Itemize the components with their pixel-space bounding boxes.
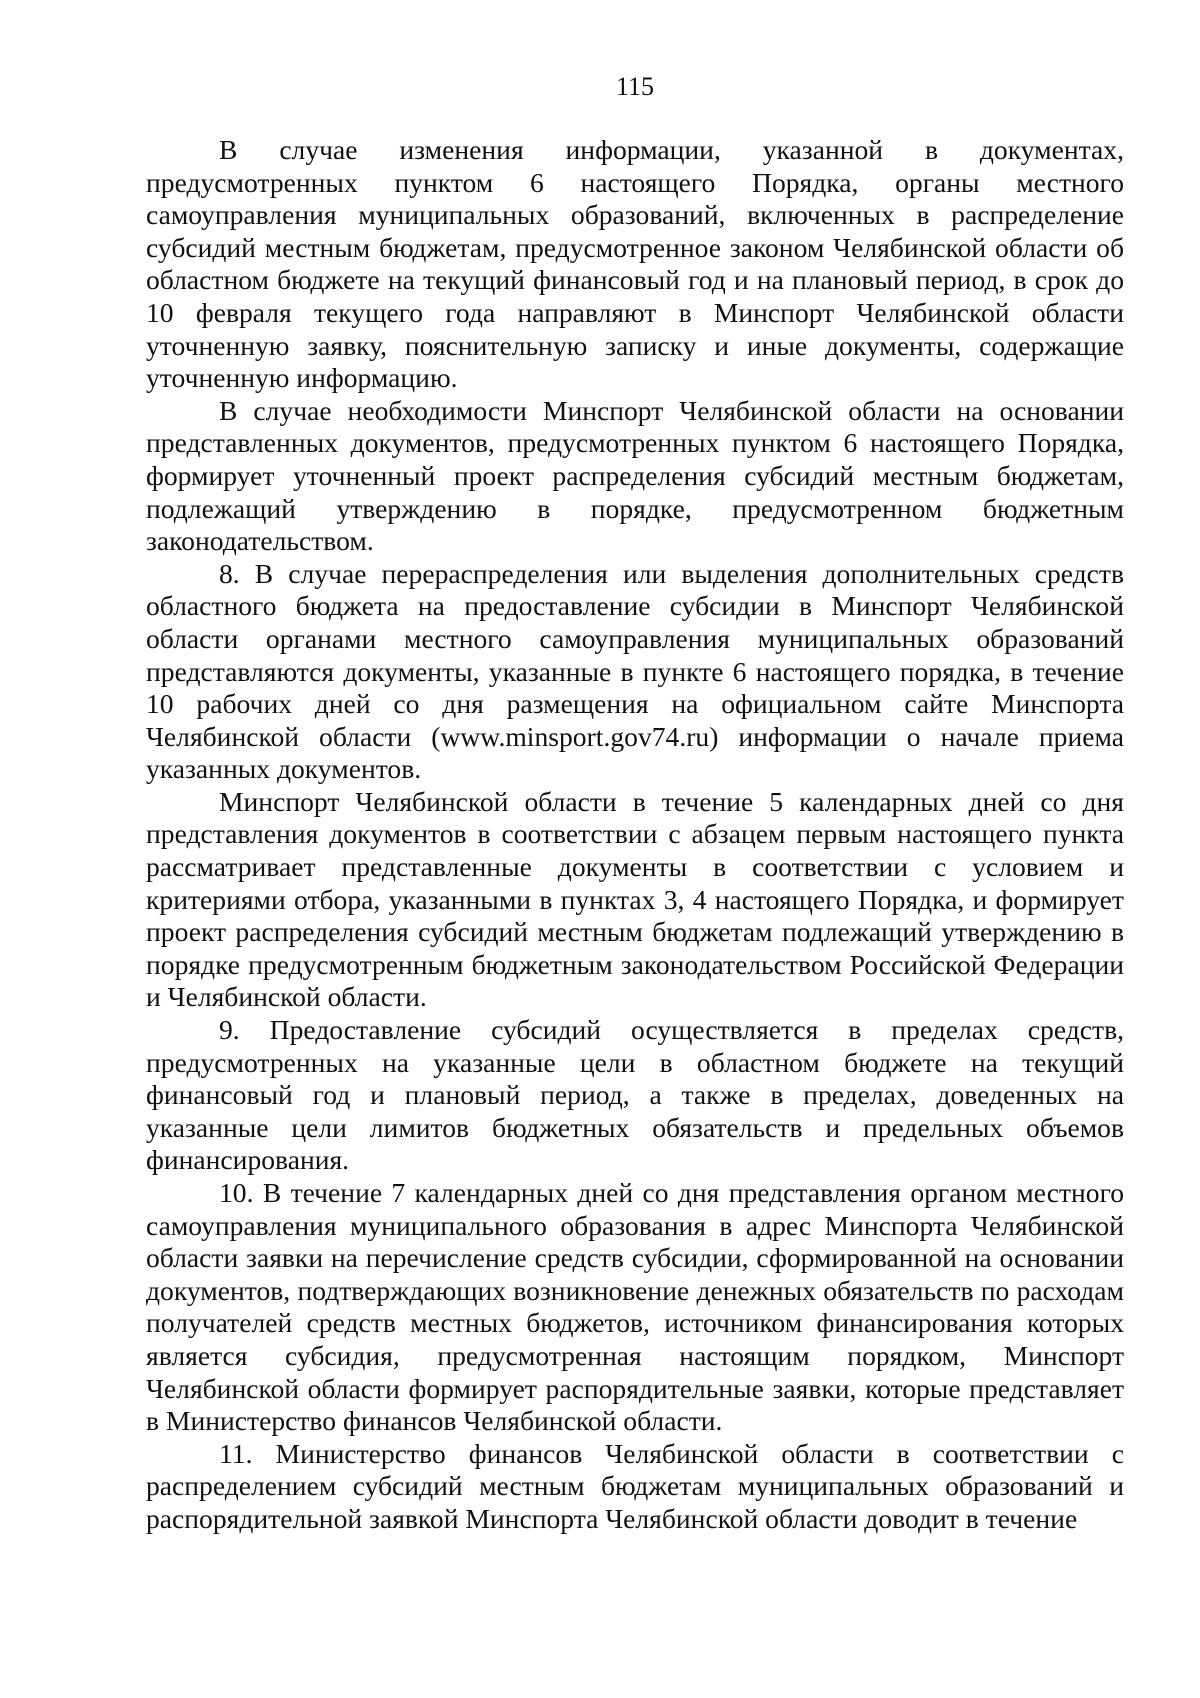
paragraph-item-8-review: Минспорт Челябинской области в течение 5 календарных дней со дня представления документов в соответствии с абзацем первым настоящего пункта рассматривает представленные документы в соответствии с условием и критериями отбора, указанными в пунктах 3, 4 настоящего Порядка, и формирует проект распределения субсидий местным бюджетам подлежащий утверждению в порядке предусмотренным бюджетным законодательством Российской Федерации и Челябинской области.	[146, 785, 1124, 1013]
paragraph-item-10: 10. В течение 7 календарных дней со дня представления органом местного самоуправления муниципального образования в адрес Минспорта Челябинской области заявки на перечисление средств субсидии, сформированной на основании документов, подтверждающих возникновение денежных обязательств по расходам получателей средств местных бюджетов, источником финансирования которых является субсидия, предусмотренная настоящим порядком, Минспорт Челябинской области формирует распорядительные заявки, которые представляет в Министерство финансов Челябинской области.	[146, 1177, 1124, 1437]
paragraph-update-info: В случае изменения информации, указанной в документах, предусмотренных пунктом 6 настоящего Порядка, органы местного самоуправления муниципальных образований, включенных в распределение субсидий местным бюджетам, предусмотренное законом Челябинской области об областном бюджете на текущий финансовый год и на плановый период, в срок до 10 февраля текущего года направляют в Минспорт Челябинской области уточненную заявку, пояснительную записку и иные документы, содержащие уточненную информацию.	[146, 134, 1124, 394]
page-number: 115	[615, 72, 655, 101]
document-body	[146, 134, 1124, 1536]
paragraph-item-11: 11. Министерство финансов Челябинской области в соответствии с распределением субсидий местным бюджетам муниципальных образований и распорядительной заявкой Минспорта Челябинской области доводит в течение	[146, 1437, 1124, 1534]
paragraph-item-9: 9. Предоставление субсидий осуществляется в пределах средств, предусмотренных на указанные цели в областном бюджете на текущий финансовый год и плановый период, а также в пределах, доведенных на указанные цели лимитов бюджетных обязательств и предельных объемов финансирования.	[146, 1014, 1124, 1176]
paragraph-refined-project: В случае необходимости Минспорт Челябинской области на основании представленных документов, предусмотренных пунктом 6 настоящего Порядка, формирует уточненный проект распределения субсидий местным бюджетам, подлежащий утверждению в порядке, предусмотренном бюджетным законодательством.	[146, 394, 1124, 557]
paragraph-item-8: 8. В случае перераспределения или выделения дополнительных средств областного бюджета на предоставление субсидии в Минспорт Челябинской области органами местного самоуправления муниципальных образований представляются документы, указанные в пункте 6 настоящего порядка, в течение 10 рабочих дней со дня размещения на официальном сайте Минспорта Челябинской области (www.minsport.gov74.ru) информации о начале приема указанных документов.	[146, 557, 1124, 785]
